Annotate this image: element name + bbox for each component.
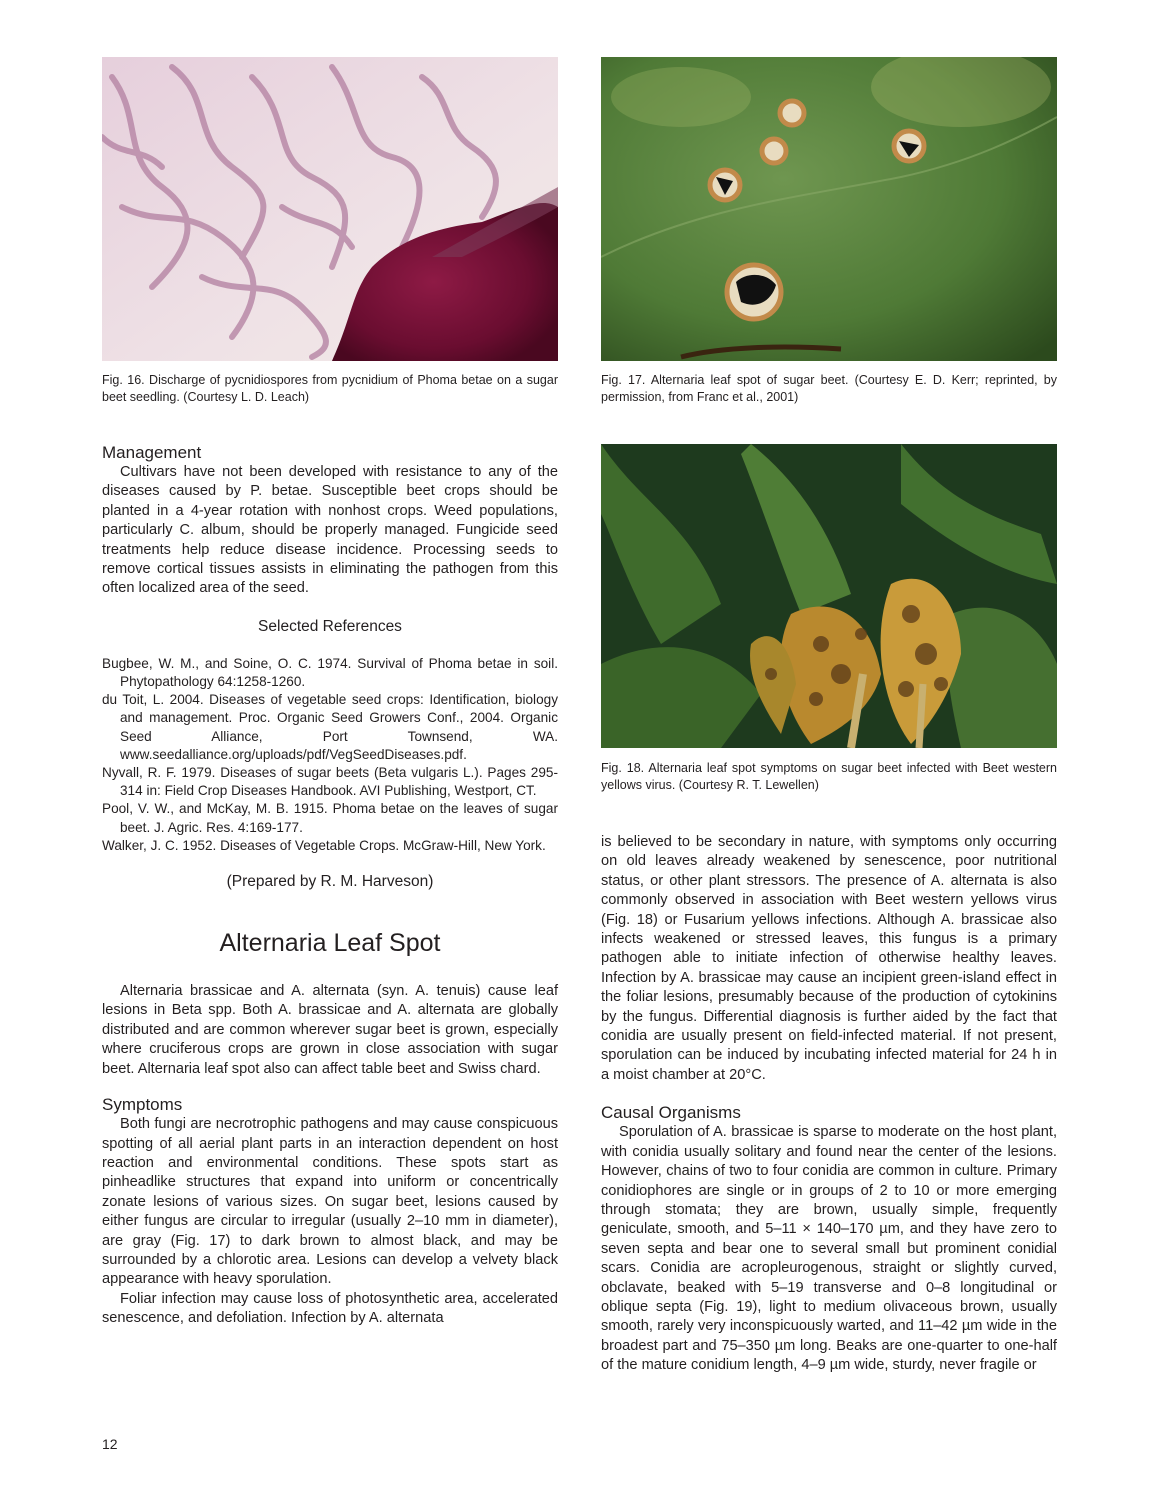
symptoms-paragraph-1: Both fungi are necrotrophic pathogens and may cause conspicuous spotting of all aerial plant parts in an interaction dependent on host reaction and environmental conditions. These spots start as pinheadlike structures that expand into uniform or concentrically zonate lesions of various sizes. On sugar beet, lesions caused by either fungus are circular to irregular (usually 2–10 mm in diameter), are gray (Fig. 17) to dark brown to almost black, and may be surrounded by a chlorotic area. Lesions can develop a velvety black appearance with heavy sporulation. xyxy=(102,1116,558,1288)
management-heading: Management xyxy=(102,443,202,462)
reference-item: Bugbee, W. M., and Soine, O. C. 1974. Survival of Phoma betae in soil. Phytopathology 64:1258-1260. xyxy=(102,655,558,690)
figure-16-caption: Fig. 16. Discharge of pycnidiospores from pycnidium of Phoma betae on a sugar beet seedling. (Courtesy L. D. Leach) xyxy=(102,373,558,404)
references-list xyxy=(102,655,558,855)
figure-17-caption: Fig. 17. Alternaria leaf spot of sugar beet. (Courtesy E. D. Kerr; reprinted, by permission, from Franc et al., 2001) xyxy=(601,373,1057,404)
right-column xyxy=(601,833,1057,1376)
figure-18-image xyxy=(601,444,1057,748)
page-number: 12 xyxy=(102,1436,118,1452)
symptoms-paragraph-2: Foliar infection may cause loss of photosynthetic area, accelerated senescence, and defoliation. Infection by A. alternata xyxy=(102,1290,558,1327)
reference-item: du Toit, L. 2004. Diseases of vegetable seed crops: Identification, biology and management. Proc. Organic Seed Growers Conf., 2004. Organic Seed Alliance, Port Townsend, WA. www.seedalliance.org/uploads/pdf/VegSeedDiseases.pdf. xyxy=(102,692,558,762)
section-title: Alternaria Leaf Spot xyxy=(219,929,441,958)
causal-organisms-heading: Causal Organisms xyxy=(601,1103,741,1123)
management-paragraph: Cultivars have not been developed with resistance to any of the diseases caused by P. betae. Susceptible beet crops should be planted in a 4-year rotation with nonhost crops. Weed populations, particularly C. album, should be properly managed. Fungicide seed treatments help reduce disease incidence. Processing seeds to remove cortical tissues assists in eliminating the pathogen from this often localized area of the seed. xyxy=(102,464,558,597)
continued-paragraph: is believed to be secondary in nature, with symptoms only occurring on old leaves already weakened by senescence, poor nutritional status, or other plant stressors. The presence of A. alternata is also commonly observed in association with Beet western yellows virus (Fig. 18) or Fusarium yellows infections. Although A. brassicae also infects weakened or stressed leaves, this fungus is a primary pathogen able to initiate infection of otherwise healthy leaves. Infection by A. brassicae may cause an incipient green-island effect in the foliar lesions, presumably because of the production of cytokinins by the fungus. Differential diagnosis is further aided by the fact that conidia are usually present on field-infected material. If not present, sporulation can be induced by incubating infected material for 24 h in a moist chamber at 20°C. xyxy=(601,834,1057,1083)
reference-item: Pool, V. W., and McKay, M. B. 1915. Phoma betae on the leaves of sugar beet. J. Agric. Res. 4:169-177. xyxy=(102,801,558,835)
reference-item: Nyvall, R. F. 1979. Diseases of sugar beets (Beta vulgaris L.). Pages 295-314 in: Field Crop Diseases Handbook. AVI Publishing, Westport, CT. xyxy=(102,765,558,799)
reference-item: Walker, J. C. 1952. Diseases of Vegetable Crops. McGraw-Hill, New York. xyxy=(102,837,546,853)
references-title: Selected References xyxy=(258,617,402,635)
prepared-by: (Prepared by R. M. Harveson) xyxy=(226,873,434,891)
causal-organisms-paragraph: Sporulation of A. brassicae is sparse to moderate on the host plant, with conidia usually solitary and found near the center of the lesions. However, chains of two to four conidia are common in culture. Primary conidiophores are single or in groups of 2 to 10 or more emerging through stomata; they are brown, usually simple, frequently geniculate, smooth, and 5–11 × 140–170 µm, and they have zero to seven septa and bear one to several small but prominent conidial scars. Conidia are acropleurogenous, straight or slightly curved, obclavate, beaked with 5–19 transverse and 0–8 longitudinal or oblique septa (Fig. 19), light to medium olivaceous brown, usually smooth, rarely very inconspicuously warted, and 11–42 µm wide in the broadest part and 75–350 µm long. Beaks are one-quarter to one-half of the mature conidium length, 4–9 µm wide, sturdy, never fragile or xyxy=(601,1124,1057,1374)
figure-16-image xyxy=(102,57,558,361)
figure-18-caption: Fig. 18. Alternaria leaf spot symptoms on sugar beet infected with Beet western yellows virus. (Courtesy R. T. Lewellen) xyxy=(601,761,1057,792)
alternaria-intro: Alternaria brassicae and A. alternata (syn. A. tenuis) cause leaf lesions in Beta spp. Both A. brassicae and A. alternata are globally distributed and are common wherever sugar beet is grown, especially where cruciferous crops are grown in close association with sugar beet. Alternaria leaf spot also can affect table beet and Swiss chard. xyxy=(102,983,558,1077)
symptoms-heading: Symptoms xyxy=(102,1095,183,1115)
left-column xyxy=(102,443,558,1329)
figure-17-image xyxy=(601,57,1057,361)
